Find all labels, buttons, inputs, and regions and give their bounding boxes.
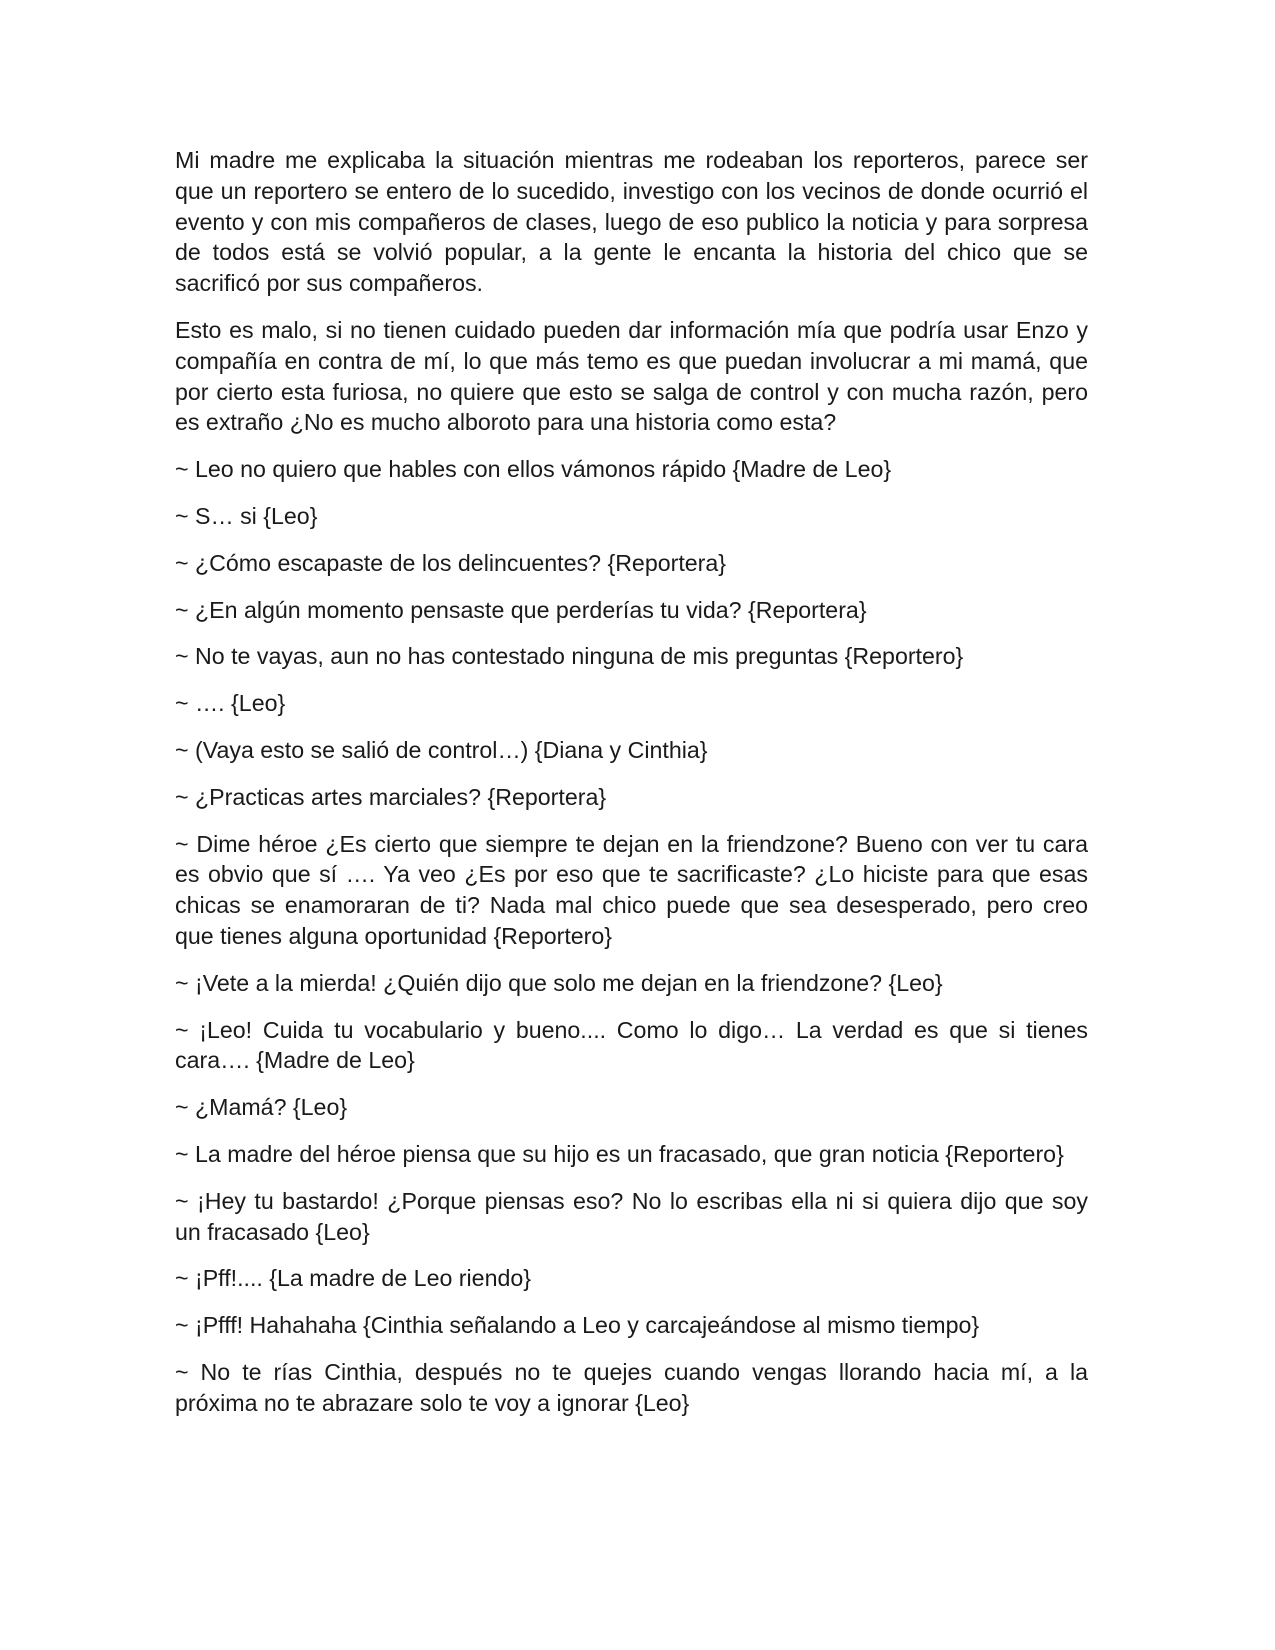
dialogue-line: ~ ¿Cómo escapaste de los delincuentes? {Reportera} [175,549,727,576]
dialogue-line: ~ ¿Practicas artes marciales? {Reportera} [175,783,607,810]
dialogue-line: ~ ¿En algún momento pensaste que perderías tu vida? {Reportera} [175,596,867,623]
dialogue-line: ~ No te rías Cinthia, después no te quejes cuando vengas llorando hacia mí, a la próxima no te abrazare solo te voy a ignorar {Leo} [175,1358,1088,1416]
dialogue-line: ~ …. {Leo} [175,690,286,717]
dialogue-line: ~ La madre del héroe piensa que su hijo es un fracasado, que gran noticia {Reportero} [175,1140,1064,1167]
dialogue-line: ~ (Vaya esto se salió de control…) {Diana y Cinthia} [175,736,708,763]
dialogue-line: ~ ¿Mamá? {Leo} [175,1094,348,1121]
dialogue-line: ~ S… si {Leo} [175,502,318,529]
dialogue-line: ~ ¡Vete a la mierda! ¿Quién dijo que solo me dejan en la friendzone? {Leo} [175,969,943,996]
dialogue-line: ~ ¡Pfff! Hahahaha {Cinthia señalando a Leo y carcajeándose al mismo tiempo} [175,1312,980,1339]
dialogue-line: ~ ¡Leo! Cuida tu vocabulario y bueno.... Como lo digo… La verdad es que si tienes cara…. {Madre de Leo} [175,1016,1088,1074]
dialogue-line: ~ ¡Hey tu bastardo! ¿Porque piensas eso? No lo escribas ella ni si quiera dijo que soy un fracasado {Leo} [175,1187,1088,1245]
narration-paragraph: Mi madre me explicaba la situación mientras me rodeaban los reporteros, parece ser que un reportero se entero de lo sucedido, investigo con los vecinos de donde ocurrió el evento y con mis compañeros de clases, luego de eso publico la noticia y para sorpresa de todos está se volvió popular, a la gente le encanta la historia del chico que se sacrificó por sus compañeros. [175,147,1088,297]
dialogue-line: ~ Dime héroe ¿Es cierto que siempre te dejan en la friendzone? Bueno con ver tu cara es obvio que sí …. Ya veo ¿Es por eso que te sacrificaste? ¿Lo hiciste para que esas chicas se enamoraran de ti? Nada mal chico puede que sea desesperado, pero creo que tienes alguna oportunidad {Reportero} [175,830,1088,949]
dialogue-line: ~ ¡Pff!.... {La madre de Leo riendo} [175,1265,531,1292]
narration-paragraph: Esto es malo, si no tienen cuidado pueden dar información mía que podría usar Enzo y compañía en contra de mí, lo que más temo es que puedan involucrar a mi mamá, que por cierto esta furiosa, no quiere que esto se salga de control y con mucha razón, pero es extraño ¿No es mucho alboroto para una historia como esta? [175,316,1088,436]
dialogue-line: ~ Leo no quiero que hables con ellos vámonos rápido {Madre de Leo} [175,456,892,483]
document-page [175,145,1088,1435]
dialogue-line: ~ No te vayas, aun no has contestado ninguna de mis preguntas {Reportero} [175,643,964,670]
